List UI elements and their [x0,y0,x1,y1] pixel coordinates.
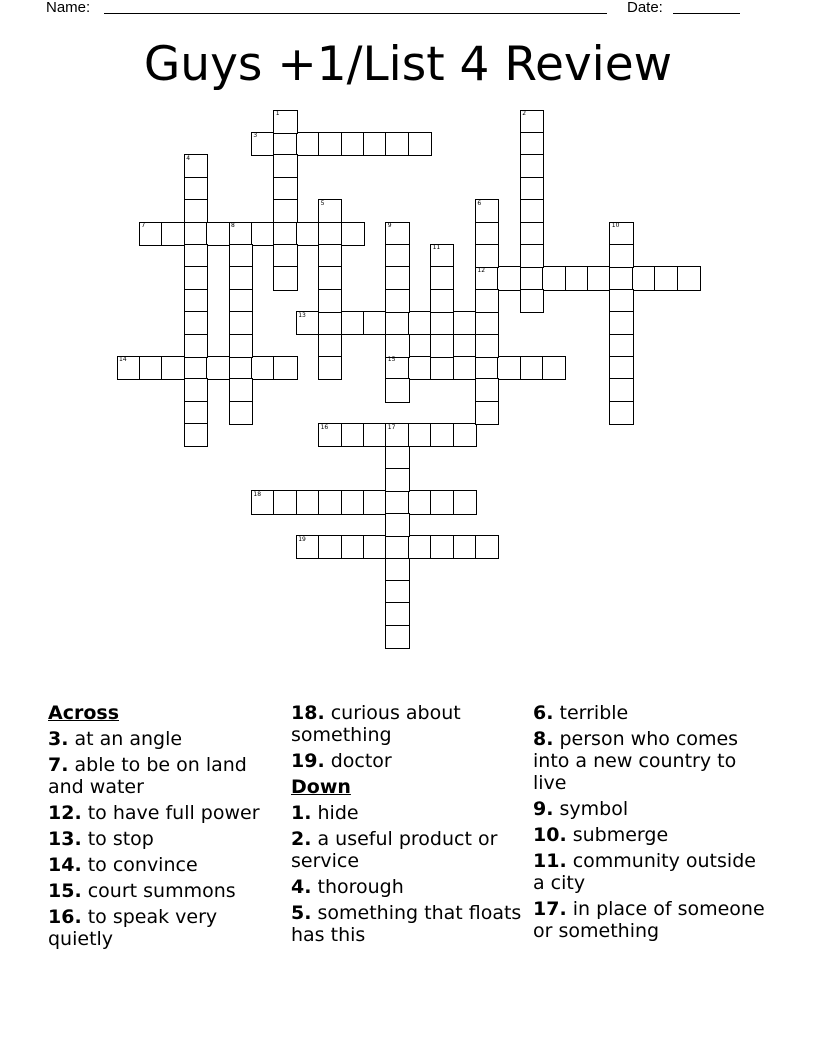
grid-cell[interactable] [587,266,611,290]
grid-cell[interactable] [430,311,454,335]
grid-cell[interactable] [184,244,208,268]
grid-cell[interactable] [453,356,477,380]
grid-cell[interactable] [385,266,409,290]
grid-cell[interactable] [363,311,387,335]
clue-number: 12 [477,266,486,274]
clue-num: 8. [533,728,554,750]
grid-cell[interactable] [273,154,297,178]
grid-cell[interactable] [273,266,297,290]
grid-cell[interactable] [385,602,409,626]
clue-number: 4 [186,154,191,162]
grid-cell[interactable] [318,132,342,156]
grid-cell[interactable] [430,490,454,514]
grid-cell[interactable] [385,468,409,492]
clue-num: 15. [48,880,82,902]
grid-cell[interactable] [654,266,678,290]
clue-num: 12. [48,802,82,824]
grid-cell[interactable] [229,356,253,380]
grid-cell[interactable] [430,289,454,313]
grid-cell[interactable] [318,490,342,514]
grid-cell[interactable] [520,266,544,290]
clue-number: 17 [387,423,396,431]
grid-cell[interactable] [318,289,342,313]
clue-text: to speak very quietly [48,906,218,950]
grid-cell[interactable] [229,244,253,268]
grid-cell[interactable] [273,490,297,514]
grid-cell[interactable] [475,401,499,425]
clue-item [48,828,288,850]
clue-item [48,906,288,950]
grid-cell[interactable] [609,378,633,402]
clue-number: 14 [119,356,127,364]
grid-cell[interactable] [520,244,544,268]
grid-cell[interactable] [363,132,387,156]
clues-column-3 [533,702,773,946]
clue-text: curious about something [291,702,461,746]
grid-cell[interactable] [184,177,208,201]
clue-item [533,824,773,846]
grid-cell[interactable] [475,378,499,402]
clue-num: 16. [48,906,82,928]
grid-cell[interactable] [184,378,208,402]
clue-text: thorough [311,876,404,898]
grid-cell[interactable] [318,266,342,290]
grid-cell[interactable] [184,356,208,380]
grid-cell[interactable] [184,334,208,358]
grid-cell[interactable] [273,132,297,156]
grid-cell[interactable] [677,266,701,290]
grid-cell[interactable] [385,535,409,559]
grid-cell[interactable] [206,356,230,380]
grid-cell[interactable] [273,222,297,246]
clue-text: hide [311,802,359,824]
clue-number: 15 [387,356,396,364]
clue-text: a useful product or service [291,828,498,872]
grid-cell[interactable] [408,535,432,559]
grid-cell[interactable] [318,222,342,246]
clue-num: 5. [291,902,312,924]
grid-cell[interactable] [632,266,656,290]
grid-cell[interactable] [229,289,253,313]
name-label: Name: [46,0,91,16]
grid-cell[interactable] [318,535,342,559]
grid-cell[interactable] [341,222,365,246]
clue-item [291,828,526,872]
grid-cell[interactable] [296,132,320,156]
clue-num: 2. [291,828,312,850]
clue-item [48,802,288,824]
clue-item [533,728,773,794]
grid-cell[interactable] [609,356,633,380]
grid-cell[interactable] [341,311,365,335]
clue-num: 19. [291,750,325,772]
grid-cell[interactable] [318,334,342,358]
grid-cell[interactable] [229,311,253,335]
grid-cell[interactable] [385,580,409,604]
grid-cell[interactable] [520,132,544,156]
grid-cell[interactable] [430,356,454,380]
across-heading: Across [48,702,120,724]
grid-cell[interactable] [273,177,297,201]
grid-cell[interactable] [408,132,432,156]
clue-number: 19 [298,535,306,543]
grid-cell[interactable] [273,199,297,223]
grid-cell[interactable] [273,356,297,380]
grid-cell[interactable] [430,334,454,358]
grid-cell[interactable] [520,356,544,380]
clue-text: able to be on land and water [48,754,247,798]
grid-cell[interactable] [385,625,409,649]
grid-cell[interactable] [184,401,208,425]
grid-cell[interactable] [430,423,454,447]
grid-cell[interactable] [363,535,387,559]
grid-cell[interactable] [161,222,185,246]
grid-cell[interactable] [609,334,633,358]
grid-cell[interactable] [184,289,208,313]
clue-num: 18. [291,702,325,724]
clue-num: 1. [291,802,312,824]
clue-number: 18 [253,490,262,498]
grid-cell[interactable] [229,401,253,425]
clue-item [291,750,526,772]
grid-cell[interactable] [273,244,297,268]
grid-cell[interactable] [542,356,566,380]
clue-text: to convince [81,854,198,876]
clue-num: 9. [533,798,554,820]
grid-cell[interactable] [341,490,365,514]
grid-cell[interactable] [206,222,230,246]
grid-cell[interactable] [430,535,454,559]
clue-number: 8 [231,222,235,229]
clue-item [48,854,288,876]
grid-cell[interactable] [497,356,521,380]
grid-cell[interactable] [229,378,253,402]
clue-text: person who comes into a new country to live [533,728,739,794]
clue-text: community outside a city [533,850,756,894]
clue-text: to have full power [81,802,260,824]
grid-cell[interactable] [542,266,566,290]
clue-number: 1 [275,110,280,117]
clue-num: 3. [48,728,69,750]
clue-num: 17. [533,898,567,920]
grid-cell[interactable] [184,222,208,246]
clue-item [291,802,526,824]
grid-cell[interactable] [475,289,499,313]
grid-cell[interactable] [229,266,253,290]
clue-text: to stop [81,828,154,850]
clue-item [48,754,288,798]
date-label: Date: [627,0,663,16]
grid-cell[interactable] [520,154,544,178]
grid-cell[interactable] [453,423,477,447]
grid-cell[interactable] [430,266,454,290]
clue-item [533,702,773,724]
grid-cell[interactable] [497,266,521,290]
clue-num: 11. [533,850,567,872]
clue-item [533,798,773,820]
grid-cell[interactable] [341,423,365,447]
grid-cell[interactable] [296,222,320,246]
clue-number: 13 [298,311,306,319]
clue-num: 10. [533,824,567,846]
clue-text: court summons [81,880,236,902]
grid-cell[interactable] [475,334,499,358]
clue-number: 6 [477,199,482,207]
grid-cell[interactable] [475,244,499,268]
down-heading: Down [291,776,351,798]
grid-cell[interactable] [229,334,253,358]
grid-cell[interactable] [385,334,409,358]
grid-cell[interactable] [251,356,275,380]
grid-cell[interactable] [520,289,544,313]
grid-cell[interactable] [408,490,432,514]
grid-cell[interactable] [385,446,409,470]
clues-column-2 [291,702,526,950]
grid-cell[interactable] [609,289,633,313]
grid-cell[interactable] [318,356,342,380]
grid-cell[interactable] [341,132,365,156]
grid-cell[interactable] [609,244,633,268]
clue-num: 7. [48,754,69,776]
grid-cell[interactable] [385,558,409,582]
grid-cell[interactable] [475,311,499,335]
clue-item [291,876,526,898]
grid-cell[interactable] [453,535,477,559]
clue-text: symbol [553,798,629,820]
clue-number: 16 [320,423,329,431]
grid-cell[interactable] [609,266,633,290]
grid-cell[interactable] [385,132,409,156]
grid-cell[interactable] [341,535,365,559]
grid-cell[interactable] [251,222,275,246]
clue-num: 13. [48,828,82,850]
grid-cell[interactable] [385,490,409,514]
grid-cell[interactable] [363,490,387,514]
clue-text: at an angle [68,728,183,750]
clue-item [533,850,773,894]
clue-item [533,898,773,942]
grid-cell[interactable] [520,177,544,201]
grid-cell[interactable] [318,311,342,335]
grid-cell[interactable] [385,378,409,402]
grid-cell[interactable] [609,311,633,335]
clue-text: doctor [324,750,392,772]
clue-item [291,902,526,946]
grid-cell[interactable] [363,423,387,447]
clue-num: 6. [533,702,554,724]
clue-item [291,702,526,746]
grid-cell[interactable] [184,266,208,290]
grid-cell[interactable] [385,513,409,537]
grid-cell[interactable] [139,356,163,380]
page-title: Guys +1/List 4 Review [143,37,673,92]
grid-cell[interactable] [161,356,185,380]
clue-text: in place of someone or something [533,898,765,942]
clue-num: 14. [48,854,82,876]
grid-cell[interactable] [385,244,409,268]
grid-cell[interactable] [609,401,633,425]
clue-text: something that floats has this [291,902,522,946]
clue-text: submerge [566,824,669,846]
grid-cell[interactable] [520,222,544,246]
clue-number: 3 [253,132,258,140]
grid-cell[interactable] [475,222,499,246]
clue-number: 7 [141,222,146,229]
grid-cell[interactable] [318,244,342,268]
grid-cell[interactable] [520,199,544,223]
grid-cell[interactable] [475,356,499,380]
clues-column-1 [48,702,288,954]
grid-cell[interactable] [453,311,477,335]
clue-text: terrible [553,702,629,724]
clue-number: 2 [522,110,527,117]
clue-number: 11 [432,244,441,252]
grid-cell[interactable] [296,490,320,514]
clue-item [48,728,288,750]
grid-cell[interactable] [385,311,409,335]
clue-item [48,880,288,902]
grid-cell[interactable] [475,535,499,559]
clue-num: 4. [291,876,312,898]
grid-cell[interactable] [565,266,589,290]
clue-number: 10 [611,222,620,229]
grid-cell[interactable] [184,199,208,223]
clue-number: 5 [320,199,325,207]
grid-cell[interactable] [408,311,432,335]
grid-cell[interactable] [385,289,409,313]
grid-cell[interactable] [408,423,432,447]
clue-number: 9 [387,222,392,229]
grid-cell[interactable] [408,356,432,380]
grid-cell[interactable] [184,423,208,447]
grid-cell[interactable] [453,490,477,514]
grid-cell[interactable] [184,311,208,335]
